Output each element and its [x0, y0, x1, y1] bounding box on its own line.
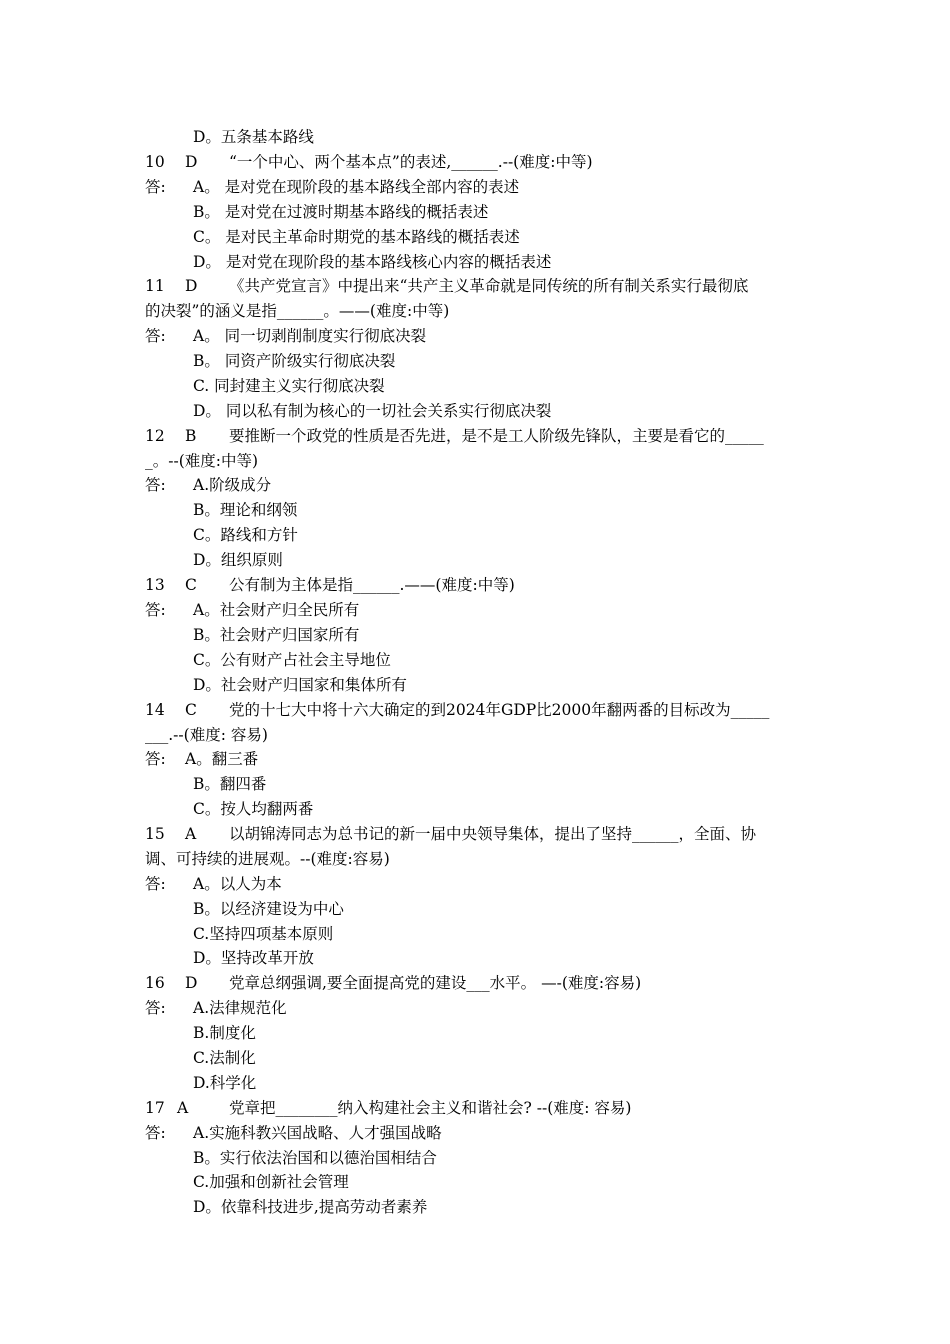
- q16-answer-label: 答:: [145, 999, 166, 1017]
- q14-stem: [145, 700, 769, 720]
- q15-stem: [145, 824, 756, 844]
- q17-option-a: A.实施科教兴国战略、人才强国战略: [193, 1124, 442, 1142]
- q12-option-a: A.阶级成分: [193, 476, 272, 494]
- q13-option-a: A。社会财产归全民所有: [193, 601, 360, 619]
- q15-option-b: B。以经济建设为中心: [193, 900, 344, 918]
- q15-stem-continued: 调、可持续的进展观。--(难度:容易): [145, 850, 390, 868]
- q10-stem: [145, 152, 593, 172]
- q17-answer-label: 答:: [145, 1124, 166, 1142]
- q11-stem-text: 《共产党宣言》中提出来“共产主义革命就是同传统的所有制关系实行最彻底: [229, 277, 749, 295]
- q10-stem-text: “一个中心、两个基本点”的表述,______.--(难度:中等): [229, 153, 593, 171]
- q12-stem: [145, 426, 764, 446]
- q10-option-d: D。 是对党在现阶段的基本路线核心内容的概括表述: [193, 253, 552, 271]
- q16-option-a: A.法律规范化: [193, 999, 287, 1017]
- q15-answer-label: 答:: [145, 875, 166, 893]
- q10-answer-label: 答:: [145, 178, 166, 196]
- q17-stem: [145, 1098, 631, 1118]
- q12-number: 12: [145, 427, 165, 445]
- q17-option-c: C.加强和创新社会管理: [193, 1173, 349, 1191]
- q10-option-b: B。 是对党在过渡时期基本路线的概括表述: [193, 203, 489, 221]
- q13-stem: [145, 575, 515, 595]
- q14-option-a: A。翻三番: [185, 750, 259, 768]
- q16-option-b: B.制度化: [193, 1024, 256, 1042]
- q10-option-c: C。 是对民主革命时期党的基本路线的概括表述: [193, 228, 520, 246]
- q13-option-c: C。公有财产占社会主导地位: [193, 651, 391, 669]
- q16-stem: [145, 973, 641, 993]
- q13-answer: C: [185, 576, 197, 594]
- q10-number: 10: [145, 153, 165, 171]
- q14-stem-continued: ___.--(难度: 容易): [145, 726, 268, 744]
- q16-option-c: C.法制化: [193, 1049, 256, 1067]
- q14-answer-label: 答:: [145, 750, 166, 768]
- q11-stem: [145, 276, 748, 296]
- q13-option-b: B。社会财产归国家所有: [193, 626, 360, 644]
- q14-option-c: C。按人均翻两番: [193, 800, 314, 818]
- q12-answer-label: 答:: [145, 476, 166, 494]
- q15-stem-text: 以胡锦涛同志为总书记的新一届中央领导集体，提出了坚持______，全面、协: [229, 825, 757, 843]
- q14-option-b: B。翻四番: [193, 775, 267, 793]
- q16-option-d: D.科学化: [193, 1074, 257, 1092]
- q10-option-a: A。 是对党在现阶段的基本路线全部内容的表述: [193, 178, 520, 196]
- q11-option-b: B。 同资产阶级实行彻底决裂: [193, 352, 396, 370]
- q17-stem-text: 党章把________纳入构建社会主义和谐社会? --(难度: 容易): [229, 1099, 632, 1117]
- q14-stem-text: 党的十七大中将十六大确定的到2024年GDP比2000年翻两番的目标改为_____: [229, 701, 770, 719]
- q15-option-d: D。坚持改革开放: [193, 949, 314, 967]
- q17-option-d: D。依靠科技进步,提高劳动者素养: [193, 1198, 428, 1216]
- q12-stem-text: 要推断一个政党的性质是否先进，是不是工人阶级先锋队，主要是看它的_____: [229, 427, 764, 445]
- q15-number: 15: [145, 825, 165, 843]
- q17-number: 17: [145, 1099, 165, 1117]
- q12-option-c: C。路线和方针: [193, 526, 298, 544]
- q14-number: 14: [145, 701, 165, 719]
- q13-option-d: D。社会财产归国家和集体所有: [193, 676, 407, 694]
- q12-option-d: D。组织原则: [193, 551, 283, 569]
- q16-answer: D: [185, 974, 198, 992]
- q12-answer: B: [185, 427, 197, 445]
- q12-option-b: B。理论和纲领: [193, 501, 298, 519]
- q15-option-a: A。以人为本: [193, 875, 282, 893]
- q16-stem-text: 党章总纲强调,要全面提高党的建设___水平。 —-(难度:容易): [229, 974, 642, 992]
- q11-number: 11: [145, 277, 165, 295]
- q16-number: 16: [145, 974, 165, 992]
- q11-answer: D: [185, 277, 198, 295]
- q15-option-c: C.坚持四项基本原则: [193, 925, 334, 943]
- q11-option-a: A。 同一切剥削制度实行彻底决裂: [193, 327, 427, 345]
- q13-stem-text: 公有制为主体是指______.——(难度:中等): [229, 576, 515, 594]
- q11-option-c: C. 同封建主义实行彻底决裂: [193, 377, 385, 395]
- q9-option-d: D。五条基本路线: [193, 128, 314, 146]
- q12-stem-continued: _。--(难度:中等): [145, 452, 259, 470]
- q14-answer: C: [185, 701, 197, 719]
- q10-answer: D: [185, 153, 198, 171]
- q11-option-d: D。 同以私有制为核心的一切社会关系实行彻底决裂: [193, 402, 552, 420]
- q13-number: 13: [145, 576, 165, 594]
- q17-option-b: B。实行依法治国和以德治国相结合: [193, 1149, 437, 1167]
- q11-stem-continued: 的决裂”的涵义是指______。——(难度:中等): [145, 302, 450, 320]
- q17-answer: A: [177, 1099, 189, 1117]
- q13-answer-label: 答:: [145, 601, 166, 619]
- q11-answer-label: 答:: [145, 327, 166, 345]
- q15-answer: A: [185, 825, 197, 843]
